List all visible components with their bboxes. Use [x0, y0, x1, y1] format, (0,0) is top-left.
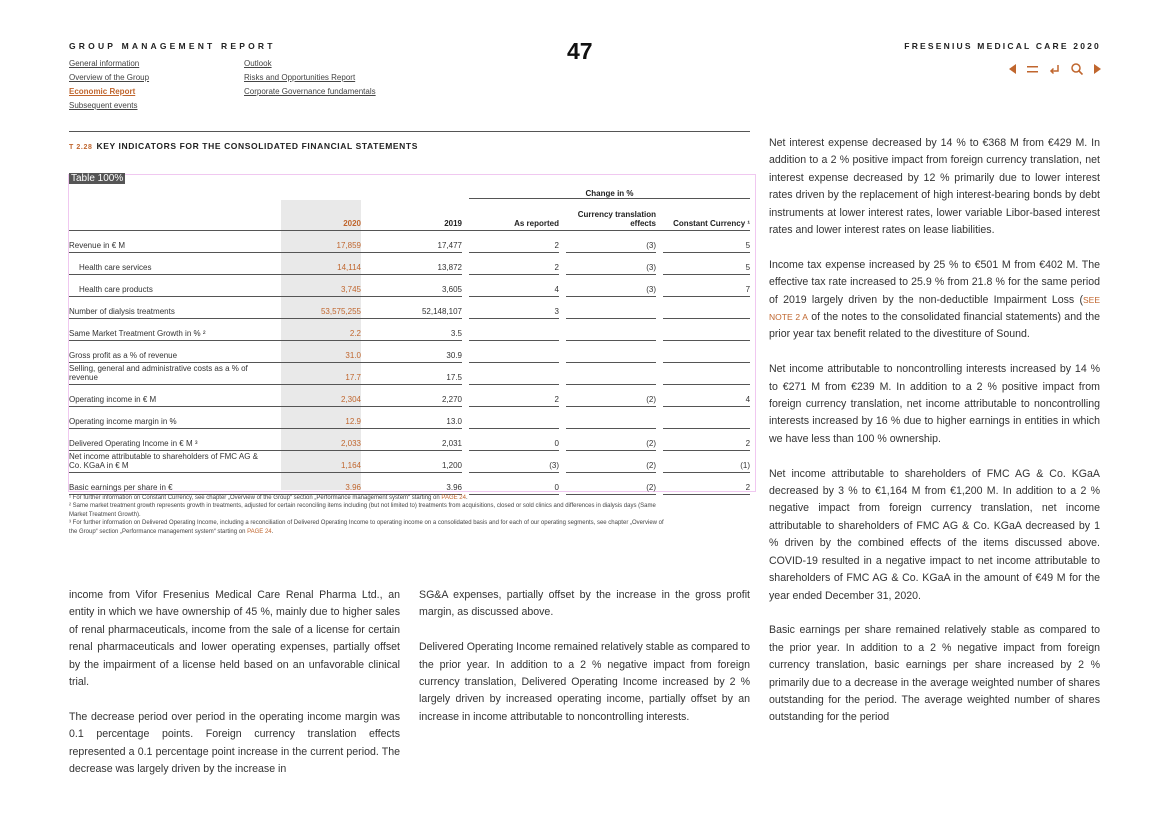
cell-2020: 14,114 [264, 253, 361, 275]
row-label: Health care products [69, 275, 264, 297]
see-note-link[interactable]: SEE NOTE 2 A [769, 294, 1100, 323]
nav-link-corporate-governance[interactable]: Corporate Governance fundamentals [244, 87, 376, 96]
cell-gap [656, 451, 663, 473]
table-body [69, 231, 750, 495]
search-icon[interactable] [1071, 63, 1083, 75]
row-label: Health care services [69, 253, 264, 275]
cell-constant-currency: 5 [663, 231, 750, 253]
cell-constant-currency [663, 319, 750, 341]
cell-as-reported: 2 [469, 231, 559, 253]
cell-gap [559, 319, 566, 341]
table-row [69, 473, 750, 495]
cell-2019: 3.96 [361, 473, 462, 495]
cell-as-reported: 3 [469, 297, 559, 319]
cell-as-reported: 4 [469, 275, 559, 297]
cell-2019: 17.5 [361, 363, 462, 385]
cell-2019: 2,031 [361, 429, 462, 451]
cell-gap [462, 385, 469, 407]
cell-2019: 52,148,107 [361, 297, 462, 319]
cell-constant-currency: 2 [663, 473, 750, 495]
cell-constant-currency: 4 [663, 385, 750, 407]
table-row [69, 407, 750, 429]
cell-constant-currency [663, 297, 750, 319]
table-row [69, 385, 750, 407]
table-number: T 2.28 [69, 144, 93, 151]
nav-link-economic-report[interactable]: Economic Report [69, 87, 136, 96]
cell-constant-currency: 5 [663, 253, 750, 275]
row-label: Revenue in € M [69, 231, 264, 253]
cell-gap [656, 429, 663, 451]
cell-constant-currency [663, 407, 750, 429]
cell-as-reported [469, 407, 559, 429]
cell-currency-translation [566, 363, 656, 385]
cell-2020: 3,745 [264, 275, 361, 297]
cell-as-reported: 2 [469, 253, 559, 275]
row-label: Basic earnings per share in € [69, 473, 264, 495]
cell-currency-translation: (2) [566, 451, 656, 473]
cell-constant-currency [663, 341, 750, 363]
company-report-title: FRESENIUS MEDICAL CARE 2020 [904, 41, 1101, 51]
cell-currency-translation: (3) [566, 253, 656, 275]
paragraph-income-tax: Income tax expense increased by 25 % to €501 M from €402 M. The effective tax rate increased to 25.9 % from 21.8 % for the same period of 2019 largely driven by the non-deductible Impairment Loss (SEE NOTE 2 A of the notes to the consolidated financial statements) and the prior year tax benefit related to the divestiture of Sound. [769, 258, 1101, 341]
cell-gap [656, 231, 663, 253]
cell-2019: 17,477 [361, 231, 462, 253]
nav-link-overview-group[interactable]: Overview of the Group [69, 73, 150, 82]
cell-gap [559, 253, 566, 275]
nav-link-risks-opportunities[interactable]: Risks and Opportunities Report [244, 73, 356, 82]
menu-icon[interactable] [1027, 65, 1038, 74]
cell-gap [559, 363, 566, 385]
cell-2020: 53,575,255 [264, 297, 361, 319]
table-row [69, 253, 750, 275]
row-label: Same Market Treatment Growth in % ² [69, 319, 264, 341]
table-row [69, 363, 750, 385]
cell-gap [656, 363, 663, 385]
cell-as-reported: 0 [469, 473, 559, 495]
back-icon[interactable] [1049, 64, 1060, 75]
cell-gap [462, 253, 469, 275]
cell-gap [559, 429, 566, 451]
prev-page-icon[interactable] [1009, 64, 1016, 74]
cell-gap [656, 385, 663, 407]
nav-left [69, 57, 149, 113]
nav-right [244, 57, 376, 99]
cell-2019: 3,605 [361, 275, 462, 297]
cell-2020: 12.9 [264, 407, 361, 429]
page-nav-icons [1009, 63, 1101, 75]
cell-gap [656, 297, 663, 319]
footnote-1: ¹ For further information on Constant Currency, see chapter „Overview of the Group“ section „Performance management system“ starting on PAGE 24. [69, 495, 468, 501]
text-column-right [769, 135, 1100, 744]
cell-2020: 17,859 [264, 231, 361, 253]
cell-as-reported: 0 [469, 429, 559, 451]
cell-as-reported: (3) [469, 451, 559, 473]
cell-currency-translation [566, 407, 656, 429]
table-footnotes [69, 494, 669, 536]
cell-2019: 30.9 [361, 341, 462, 363]
cell-as-reported [469, 341, 559, 363]
next-page-icon[interactable] [1094, 64, 1101, 74]
row-label: Operating income margin in % [69, 407, 264, 429]
cell-constant-currency: 7 [663, 275, 750, 297]
text-column-left [69, 587, 400, 796]
nav-link-outlook[interactable]: Outlook [244, 59, 272, 68]
cell-gap [462, 319, 469, 341]
table-row [69, 275, 750, 297]
paragraph-net-interest: Net interest expense decreased by 14 % to €368 M from €429 M. In addition to a 2 % positive impact from foreign currency translation, net interest expense decreased by 12 % primarily due to lower interest rates driven by the replacement of high interest-bearing bonds by debt instruments at lower interest rates, lower variable Libor-based interest rates and lower interest rates on lease liabilities. [769, 137, 1100, 237]
cell-2020: 3.96 [264, 473, 361, 495]
nav-link-general-information[interactable]: General information [69, 59, 140, 68]
row-label: Operating income in € M [69, 385, 264, 407]
cell-currency-translation: (2) [566, 473, 656, 495]
cell-gap [559, 275, 566, 297]
cell-as-reported [469, 363, 559, 385]
cell-currency-translation: (3) [566, 275, 656, 297]
cell-as-reported: 2 [469, 385, 559, 407]
key-indicators-table [69, 182, 750, 495]
row-label: Gross profit as a % of revenue [69, 341, 264, 363]
cell-gap [462, 363, 469, 385]
cell-gap [462, 297, 469, 319]
nav-link-subsequent-events[interactable]: Subsequent events [69, 101, 138, 110]
text-column-middle [419, 587, 750, 744]
page-number: 47 [567, 38, 593, 64]
table-row [69, 319, 750, 341]
cell-gap [656, 473, 663, 495]
col-header-as-reported: As reported [469, 199, 559, 231]
table-row [69, 297, 750, 319]
table-row [69, 231, 750, 253]
cell-2020: 17.7 [264, 363, 361, 385]
paragraph-noncontrolling: Net income attributable to noncontrolling interests increased by 14 % to €271 M from €239 M. In addition to a 2 % positive impact from foreign currency translation, net income attributable to noncontrolling interests increased by 16 % due to higher earnings in entities in which we have less than 100 % ownership. [769, 363, 1100, 445]
paragraph-operating-margin: The decrease period over period in the operating income margin was 0.1 percentage points. Foreign currency translation effects represented a 0.1 percentage point increase in the current period. The decrease was largely driven by the increase in [69, 710, 400, 776]
cell-currency-translation [566, 319, 656, 341]
cell-gap [462, 275, 469, 297]
footnote-2: ² Same market treatment growth represents growth in treatments, adjusted for certain reconciling items including (but not limited to) treatments from acquisitions, closed or sold clinics and differences in dialysis days (Same Market Treatment Growth). [69, 503, 656, 518]
table-row [69, 429, 750, 451]
paragraph-basic-eps: Basic earnings per share remained relatively stable as compared to the prior year. In addition to a 2 % negative impact from foreign currency translation, basic earnings per share increased by 2 % primarily due to a decrease in the average weighted number of shares outstanding for the period. The average weighted number of shares outstanding for the period [769, 624, 1100, 724]
cell-2019: 13.0 [361, 407, 462, 429]
cell-gap [559, 231, 566, 253]
cell-2020: 2.2 [264, 319, 361, 341]
cell-2019: 2,270 [361, 385, 462, 407]
col-header-currency-translation: Currency translation effects [566, 199, 656, 231]
cell-gap [559, 385, 566, 407]
cell-currency-translation: (2) [566, 429, 656, 451]
col-header-2020: 2020 [264, 199, 361, 231]
cell-gap [462, 473, 469, 495]
paragraph-delivered-operating-income: Delivered Operating Income remained relatively stable as compared to the prior year. In addition to a 2 % negative impact from foreign currency translation, Delivered Operating Income increased by 2 % largely driven by increased operating income, partially offset by an increase in income attributable to noncontrolling interests. [419, 641, 750, 723]
footnote-3: ³ For further information on Delivered Operating Income, including a reconciliation of Delivered Operating Income to operating income on a consolidated basis and for each of our operating segments, see chapter „Overview of the Group“ section „Performance management system“ starting on PAGE 24. [69, 520, 664, 535]
cell-gap [559, 451, 566, 473]
header-divider [69, 131, 750, 132]
cell-constant-currency: (1) [663, 451, 750, 473]
cell-constant-currency: 2 [663, 429, 750, 451]
cell-gap [462, 451, 469, 473]
cell-currency-translation: (3) [566, 231, 656, 253]
cell-gap [462, 231, 469, 253]
row-label: Number of dialysis treatments [69, 297, 264, 319]
table-title-text: KEY INDICATORS FOR THE CONSOLIDATED FINANCIAL STATEMENTS [96, 141, 418, 151]
cell-2020: 2,304 [264, 385, 361, 407]
cell-2019: 3.5 [361, 319, 462, 341]
row-label: Selling, general and administrative costs as a % of revenue [69, 363, 264, 385]
cell-as-reported [469, 319, 559, 341]
paragraph-vifor-income: income from Vifor Fresenius Medical Care Renal Pharma Ltd., an entity in which we have ownership of 45 %, mainly due to higher sales of renal pharmaceuticals, income from the sale of a license for certain renal pharmaceuticals and lower operating expenses, partially offset by the impairment of a license held based on an unfavorable clinical trial. [69, 589, 400, 689]
cell-gap [462, 407, 469, 429]
table-title [69, 141, 418, 151]
cell-2020: 1,164 [264, 451, 361, 473]
row-label: Net income attributable to shareholders of FMC AG & Co. KGaA in € M [69, 451, 264, 473]
cell-2019: 13,872 [361, 253, 462, 275]
cell-gap [559, 407, 566, 429]
table-row [69, 451, 750, 473]
cell-currency-translation: (2) [566, 385, 656, 407]
cell-gap [462, 341, 469, 363]
table-zoom-tag: Table 100% [71, 173, 124, 184]
cell-gap [559, 341, 566, 363]
cell-currency-translation [566, 341, 656, 363]
footnote-1-page-link[interactable]: PAGE 24 [441, 495, 466, 501]
cell-gap [656, 253, 663, 275]
cell-gap [656, 341, 663, 363]
cell-gap [656, 319, 663, 341]
row-label: Delivered Operating Income in € M ³ [69, 429, 264, 451]
cell-2020: 31.0 [264, 341, 361, 363]
cell-currency-translation [566, 297, 656, 319]
cell-gap [559, 473, 566, 495]
paragraph-sga: SG&A expenses, partially offset by the increase in the gross profit margin, as discussed above. [419, 589, 750, 619]
cell-constant-currency [663, 363, 750, 385]
cell-gap [559, 297, 566, 319]
footnote-3-page-link[interactable]: PAGE 24 [247, 528, 272, 535]
paragraph-net-income-shareholders: Net income attributable to shareholders of FMC AG & Co. KGaA decreased by 3 % to €1,164 M from €1,200 M. In addition to a 2 % negative impact from foreign currency translation, net income attributable to shareholders of FMC AG & Co. KGaA decreased by 1 % driven by the combined effects of the items discussed above. COVID-19 resulted in a negative impact to net income attributable to shareholders of FMC AG & Co. KGaA in the amount of €49 M for the year ended December 31, 2020. [769, 467, 1100, 602]
cell-2020: 2,033 [264, 429, 361, 451]
report-section-title: GROUP MANAGEMENT REPORT [69, 41, 276, 51]
cell-gap [462, 429, 469, 451]
table-row [69, 341, 750, 363]
cell-gap [656, 407, 663, 429]
cell-2019: 1,200 [361, 451, 462, 473]
change-in-percent-header: Change in % [469, 182, 750, 199]
cell-gap [656, 275, 663, 297]
col-header-constant-currency: Constant Currency ¹ [663, 199, 750, 231]
col-header-2019: 2019 [361, 199, 462, 231]
